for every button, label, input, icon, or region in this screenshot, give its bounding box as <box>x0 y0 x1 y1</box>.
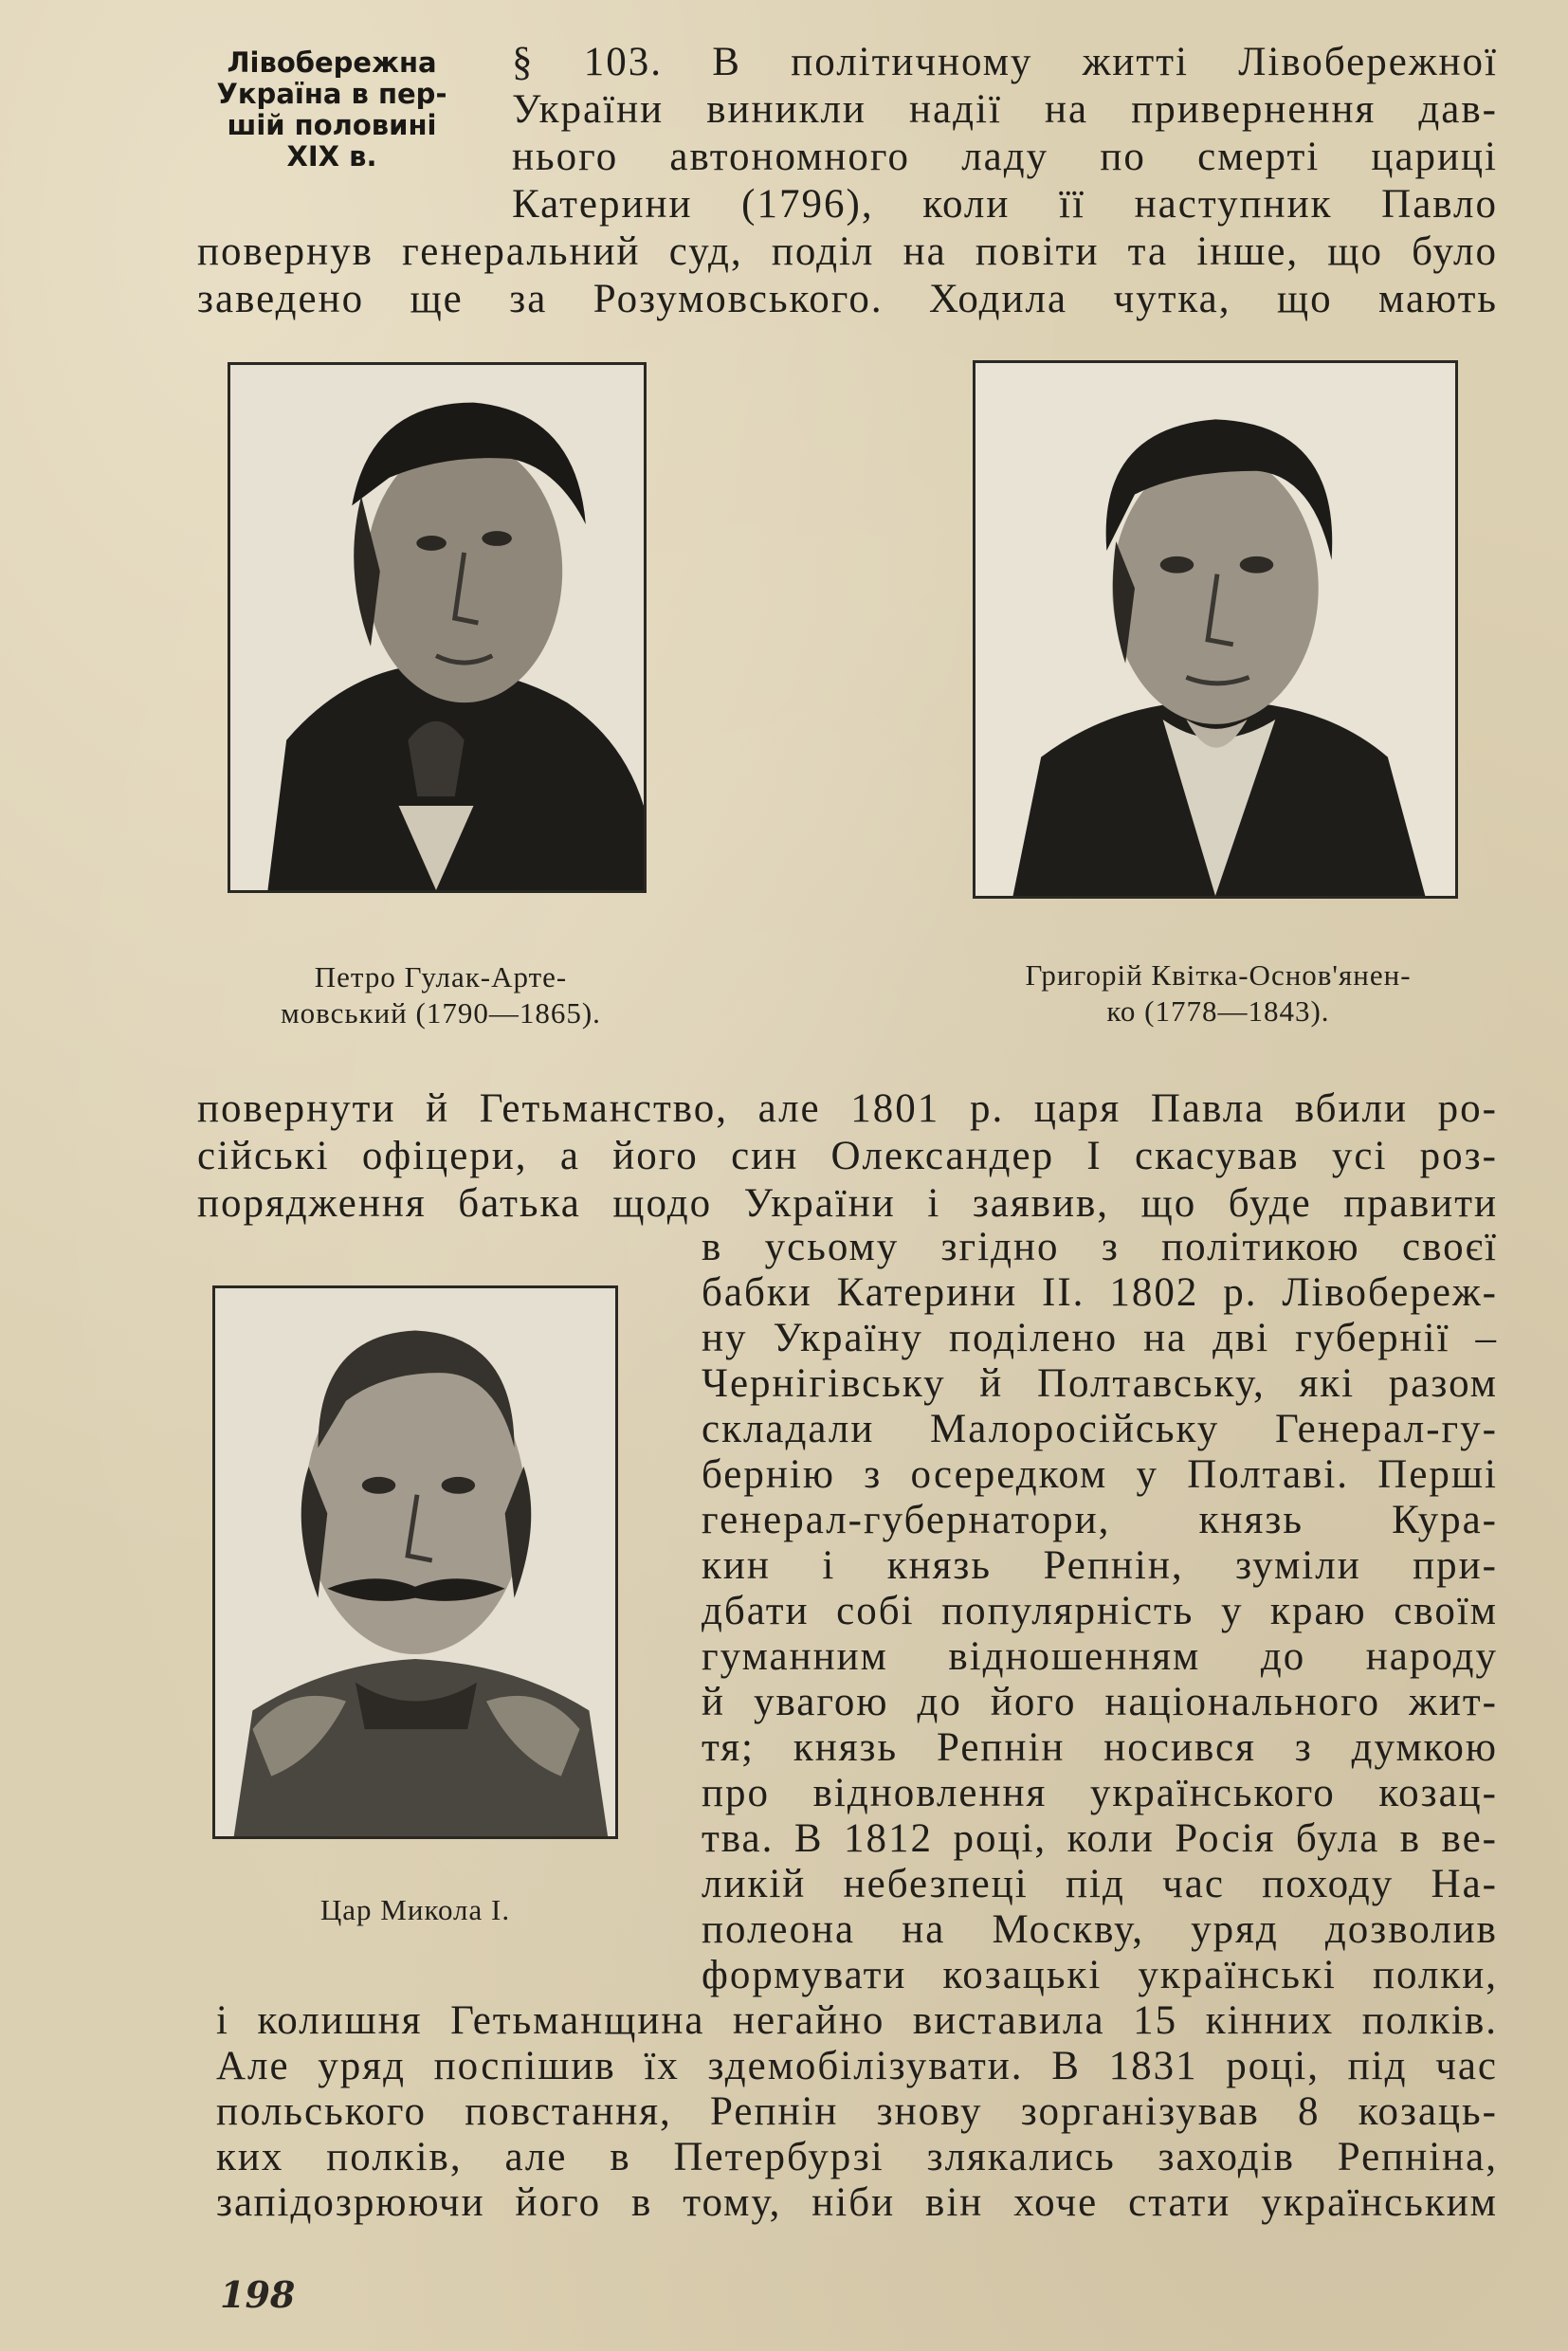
body-text-line: бабки Катерини ІІ. 1802 р. Лівобереж- <box>702 1270 1498 1315</box>
body-text-line: повернути й Гетьманство, але 1801 р. царя Павла вбили ро- <box>197 1086 1498 1131</box>
body-text-line: Чернігівську й Полтавську, які разом <box>702 1361 1498 1406</box>
body-text-line: тва. В 1812 році, коли Росія була в ве- <box>702 1816 1498 1861</box>
caption-kvitka-osnovianenko <box>957 957 1479 1030</box>
caption-line: мовський (1790—1865). <box>281 996 601 1030</box>
portrait-hulak-artemovsky <box>228 362 647 893</box>
margin-heading <box>190 47 474 173</box>
body-text-line: в усьому згідно з політикою своєї <box>702 1225 1498 1269</box>
body-text-line: нього автономного ладу по смерті цариці <box>512 135 1498 179</box>
body-text-line: Але уряд поспішив їх здемобілізувати. В 1831 році, під час <box>216 2044 1498 2088</box>
body-text-line: Катерини (1796), коли її наступник Павло <box>512 182 1498 227</box>
body-text-line: польського повстання, Репнін знову зорганізував 8 козаць- <box>216 2089 1498 2134</box>
portrait-mykola-image <box>215 1288 615 1836</box>
body-text-line: полеона на Москву, уряд дозволив <box>702 1907 1498 1952</box>
caption-tsar-mykola <box>212 1892 618 1928</box>
body-text-line: повернув генеральний суд, поділ на повіти та інше, що було <box>197 229 1498 274</box>
caption-line: Цар Микола І. <box>319 1893 511 1926</box>
caption-line: Петро Гулак-Арте- <box>314 960 568 993</box>
body-text-line: тя; князь Репнін носився з думкою <box>702 1725 1498 1770</box>
portrait-tsar-mykola <box>212 1285 618 1839</box>
body-text-line: й увагою до його національного жит- <box>702 1680 1498 1724</box>
caption-line: Григорій Квітка-Основ'янен- <box>1025 958 1412 992</box>
page-number: 198 <box>220 2273 296 2316</box>
body-text-line: кин і князь Репнін, зуміли при- <box>702 1543 1498 1588</box>
caption-line: ко (1778—1843). <box>1106 994 1330 1028</box>
portrait-kvitka-osnovianenko <box>973 360 1458 899</box>
margin-heading-line: Лівобережна <box>227 46 437 79</box>
body-text-line: запідозрюючи його в тому, ніби він хоче стати українським <box>216 2180 1498 2225</box>
margin-heading-line: XIX в. <box>286 140 377 173</box>
margin-heading-line: Україна в пер- <box>216 78 447 110</box>
portrait-kvitka-image <box>975 363 1455 896</box>
body-text-line: генерал-губернатори, князь Кура- <box>702 1498 1498 1542</box>
body-text-line: бернію з осередком у Полтаві. Перші <box>702 1452 1498 1497</box>
body-text-line: заведено ще за Розумовського. Ходила чутка, що мають <box>197 277 1498 321</box>
body-text-line: ких полків, але в Петербурзі злякались заходів Репніна, <box>216 2135 1498 2179</box>
body-text-line: про відновлення українського козац- <box>702 1771 1498 1815</box>
body-text-line: ну Україну поділено на дві губернії – <box>702 1316 1498 1360</box>
portrait-hulak-image <box>230 365 644 890</box>
body-text-line: дбати собі популярність у краю своїм <box>702 1589 1498 1633</box>
body-text-line: формувати козацькі українські полки, <box>702 1953 1498 1997</box>
body-text-line: сійські офіцери, а його син Олександер І скасував усі роз- <box>197 1134 1498 1178</box>
body-text-line: гуманним відношенням до народу <box>702 1634 1498 1679</box>
margin-heading-line: шій половині <box>227 109 437 141</box>
caption-hulak-artemovsky <box>218 959 664 1031</box>
body-text-line: порядження батька щодо України і заявив, що буде правити <box>197 1181 1498 1226</box>
body-text-line: ликій небезпеці під час походу На- <box>702 1862 1498 1906</box>
body-text-line: § 103. В політичному житті Лівобережної <box>512 40 1498 84</box>
body-text-line: України виникли надії на привернення дав- <box>512 87 1498 132</box>
body-text-line: і колишня Гетьманщина негайно виставила 15 кінних полків. <box>216 1998 1498 2043</box>
body-text-line: складали Малоросійську Генерал-гу- <box>702 1407 1498 1451</box>
